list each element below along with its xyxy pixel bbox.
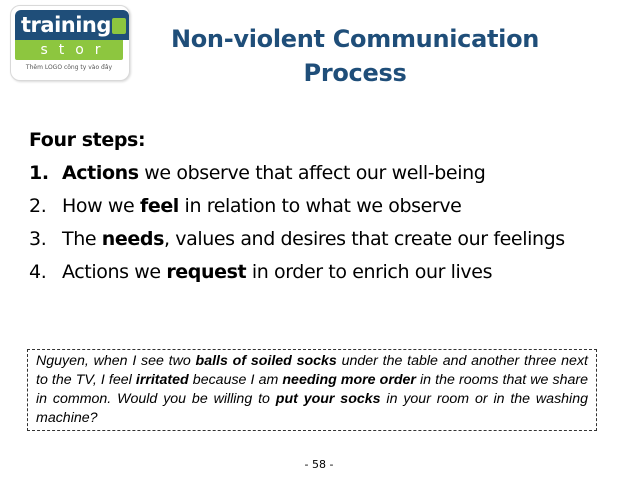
step-number: 2.: [29, 195, 47, 217]
step-number: 3.: [29, 228, 47, 250]
example-callout: Nguyen, when I see two balls of soiled socks under the table and another three next to the TV, I feel irritated because I am needing more order in the rooms that we share in common. Would you be willing to put your socks in your room or in the washing machine?: [27, 349, 597, 431]
step-keyword: needs: [101, 228, 164, 250]
logo-wordmark: [15, 10, 129, 40]
step-keyword: request: [166, 261, 247, 283]
logo-caption: Thêm LOGO công ty vào đây: [25, 64, 113, 71]
steps-heading: Four steps:: [29, 129, 146, 151]
example-emphasis: balls of soiled socks: [195, 353, 337, 369]
logo-accent-icon: [112, 18, 126, 34]
step-text: The: [62, 228, 102, 250]
step-text: How we: [62, 195, 140, 217]
page-number: - 58 -: [304, 458, 334, 471]
step-keyword: feel: [139, 195, 179, 217]
step-2: [29, 190, 629, 223]
title-line-2: Process: [303, 59, 407, 87]
logo-word-store: stor: [15, 40, 123, 60]
logo-word-training: training: [21, 13, 111, 37]
steps-section: [29, 124, 629, 289]
step-text: , values and desires that create our feelings: [164, 228, 565, 250]
step-1: [29, 157, 629, 190]
step-text: we observe that affect our well-being: [138, 162, 486, 184]
title-line-1: Non-violent Communication: [170, 25, 540, 53]
example-emphasis: put your socks: [275, 391, 381, 407]
step-text: Actions we: [62, 261, 167, 283]
step-keyword: Actions: [62, 162, 139, 184]
step-number: 1.: [29, 162, 49, 184]
company-logo: [10, 5, 130, 81]
step-text: in relation to what we observe: [178, 195, 462, 217]
step-text: in order to enrich our lives: [246, 261, 493, 283]
step-4: [29, 256, 629, 289]
example-emphasis: irritated: [135, 372, 189, 388]
example-emphasis: needing more order: [282, 372, 416, 388]
step-3: [29, 223, 629, 256]
slide-title: [150, 22, 560, 90]
step-number: 4.: [29, 261, 47, 283]
